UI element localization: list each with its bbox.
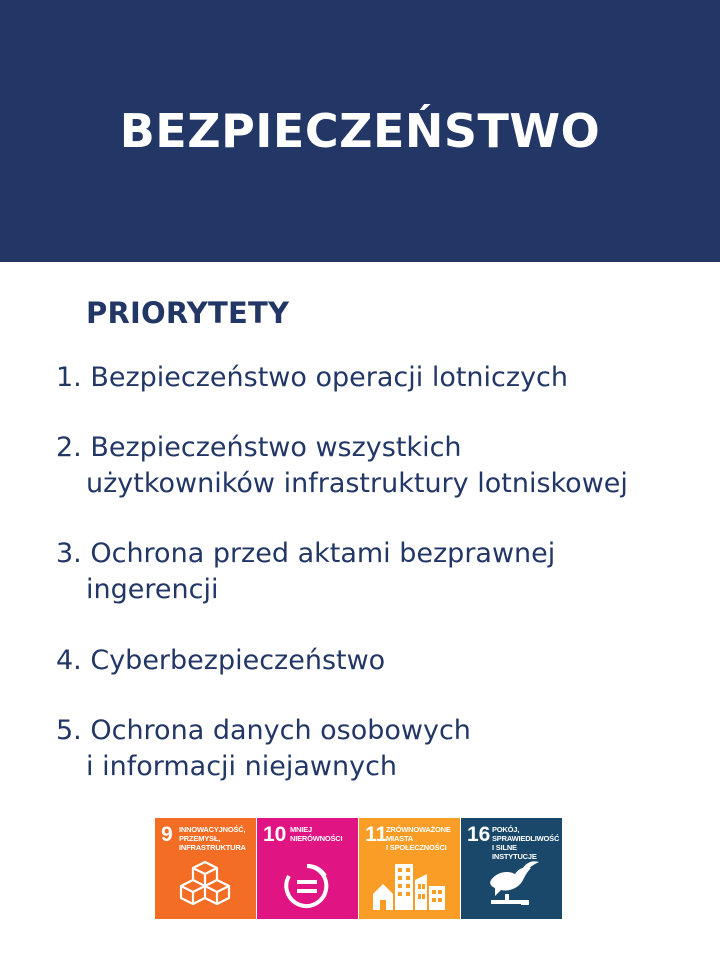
sdg-number: 10 <box>263 823 287 846</box>
sdg-label: ZRÓWNOWAŻONE MIASTA I SPOŁECZNOŚCI <box>386 825 451 852</box>
priority-text: 4. Cyberbezpieczeństwo <box>56 645 386 676</box>
sdg-label: MNIEJ NIERÓWNOŚCI <box>290 825 343 843</box>
priority-text-continued: użytkowników infrastruktury lotniskowej <box>86 468 628 499</box>
sdg-tile-10 <box>257 818 358 919</box>
sdg-number: 11 <box>365 823 388 846</box>
page-title: BEZPIECZEŃSTWO <box>119 104 601 158</box>
header-banner <box>0 0 720 262</box>
priority-text-continued: ingerencji <box>86 574 219 605</box>
sdg-number: 16 <box>467 823 491 846</box>
priority-item <box>56 643 706 679</box>
sdg-tile-16 <box>461 818 562 919</box>
priority-text: 5. Ochrona danych osobowych <box>56 715 471 746</box>
priority-item <box>56 360 706 396</box>
priority-text-continued: i informacji niejawnych <box>86 751 398 782</box>
sdg-label: POKÓJ, SPRAWIEDLIWOŚĆ I SILNE INSTYTUCJE <box>492 825 560 861</box>
city-buildings-icon <box>359 818 460 919</box>
sdg-label: INNOWACYJNOŚĆ, PRZEMYSŁ, INFRASTRUKTURA <box>179 825 246 852</box>
dove-gavel-icon <box>461 818 562 919</box>
priority-text: 1. Bezpieczeństwo operacji lotniczych <box>56 362 568 393</box>
sdg-number: 9 <box>161 823 173 846</box>
sdg-tile-9 <box>155 818 256 919</box>
section-heading: PRIORYTETY <box>86 296 290 330</box>
priority-text: 3. Ochrona przed aktami bezprawnej <box>56 538 556 569</box>
sdg-tile-11 <box>359 818 460 919</box>
equality-icon <box>257 818 358 919</box>
cubes-icon <box>155 818 256 919</box>
priority-item <box>56 713 706 785</box>
priority-text: 2. Bezpieczeństwo wszystkich <box>56 432 462 463</box>
priority-item <box>56 536 706 608</box>
priority-item <box>56 430 706 502</box>
